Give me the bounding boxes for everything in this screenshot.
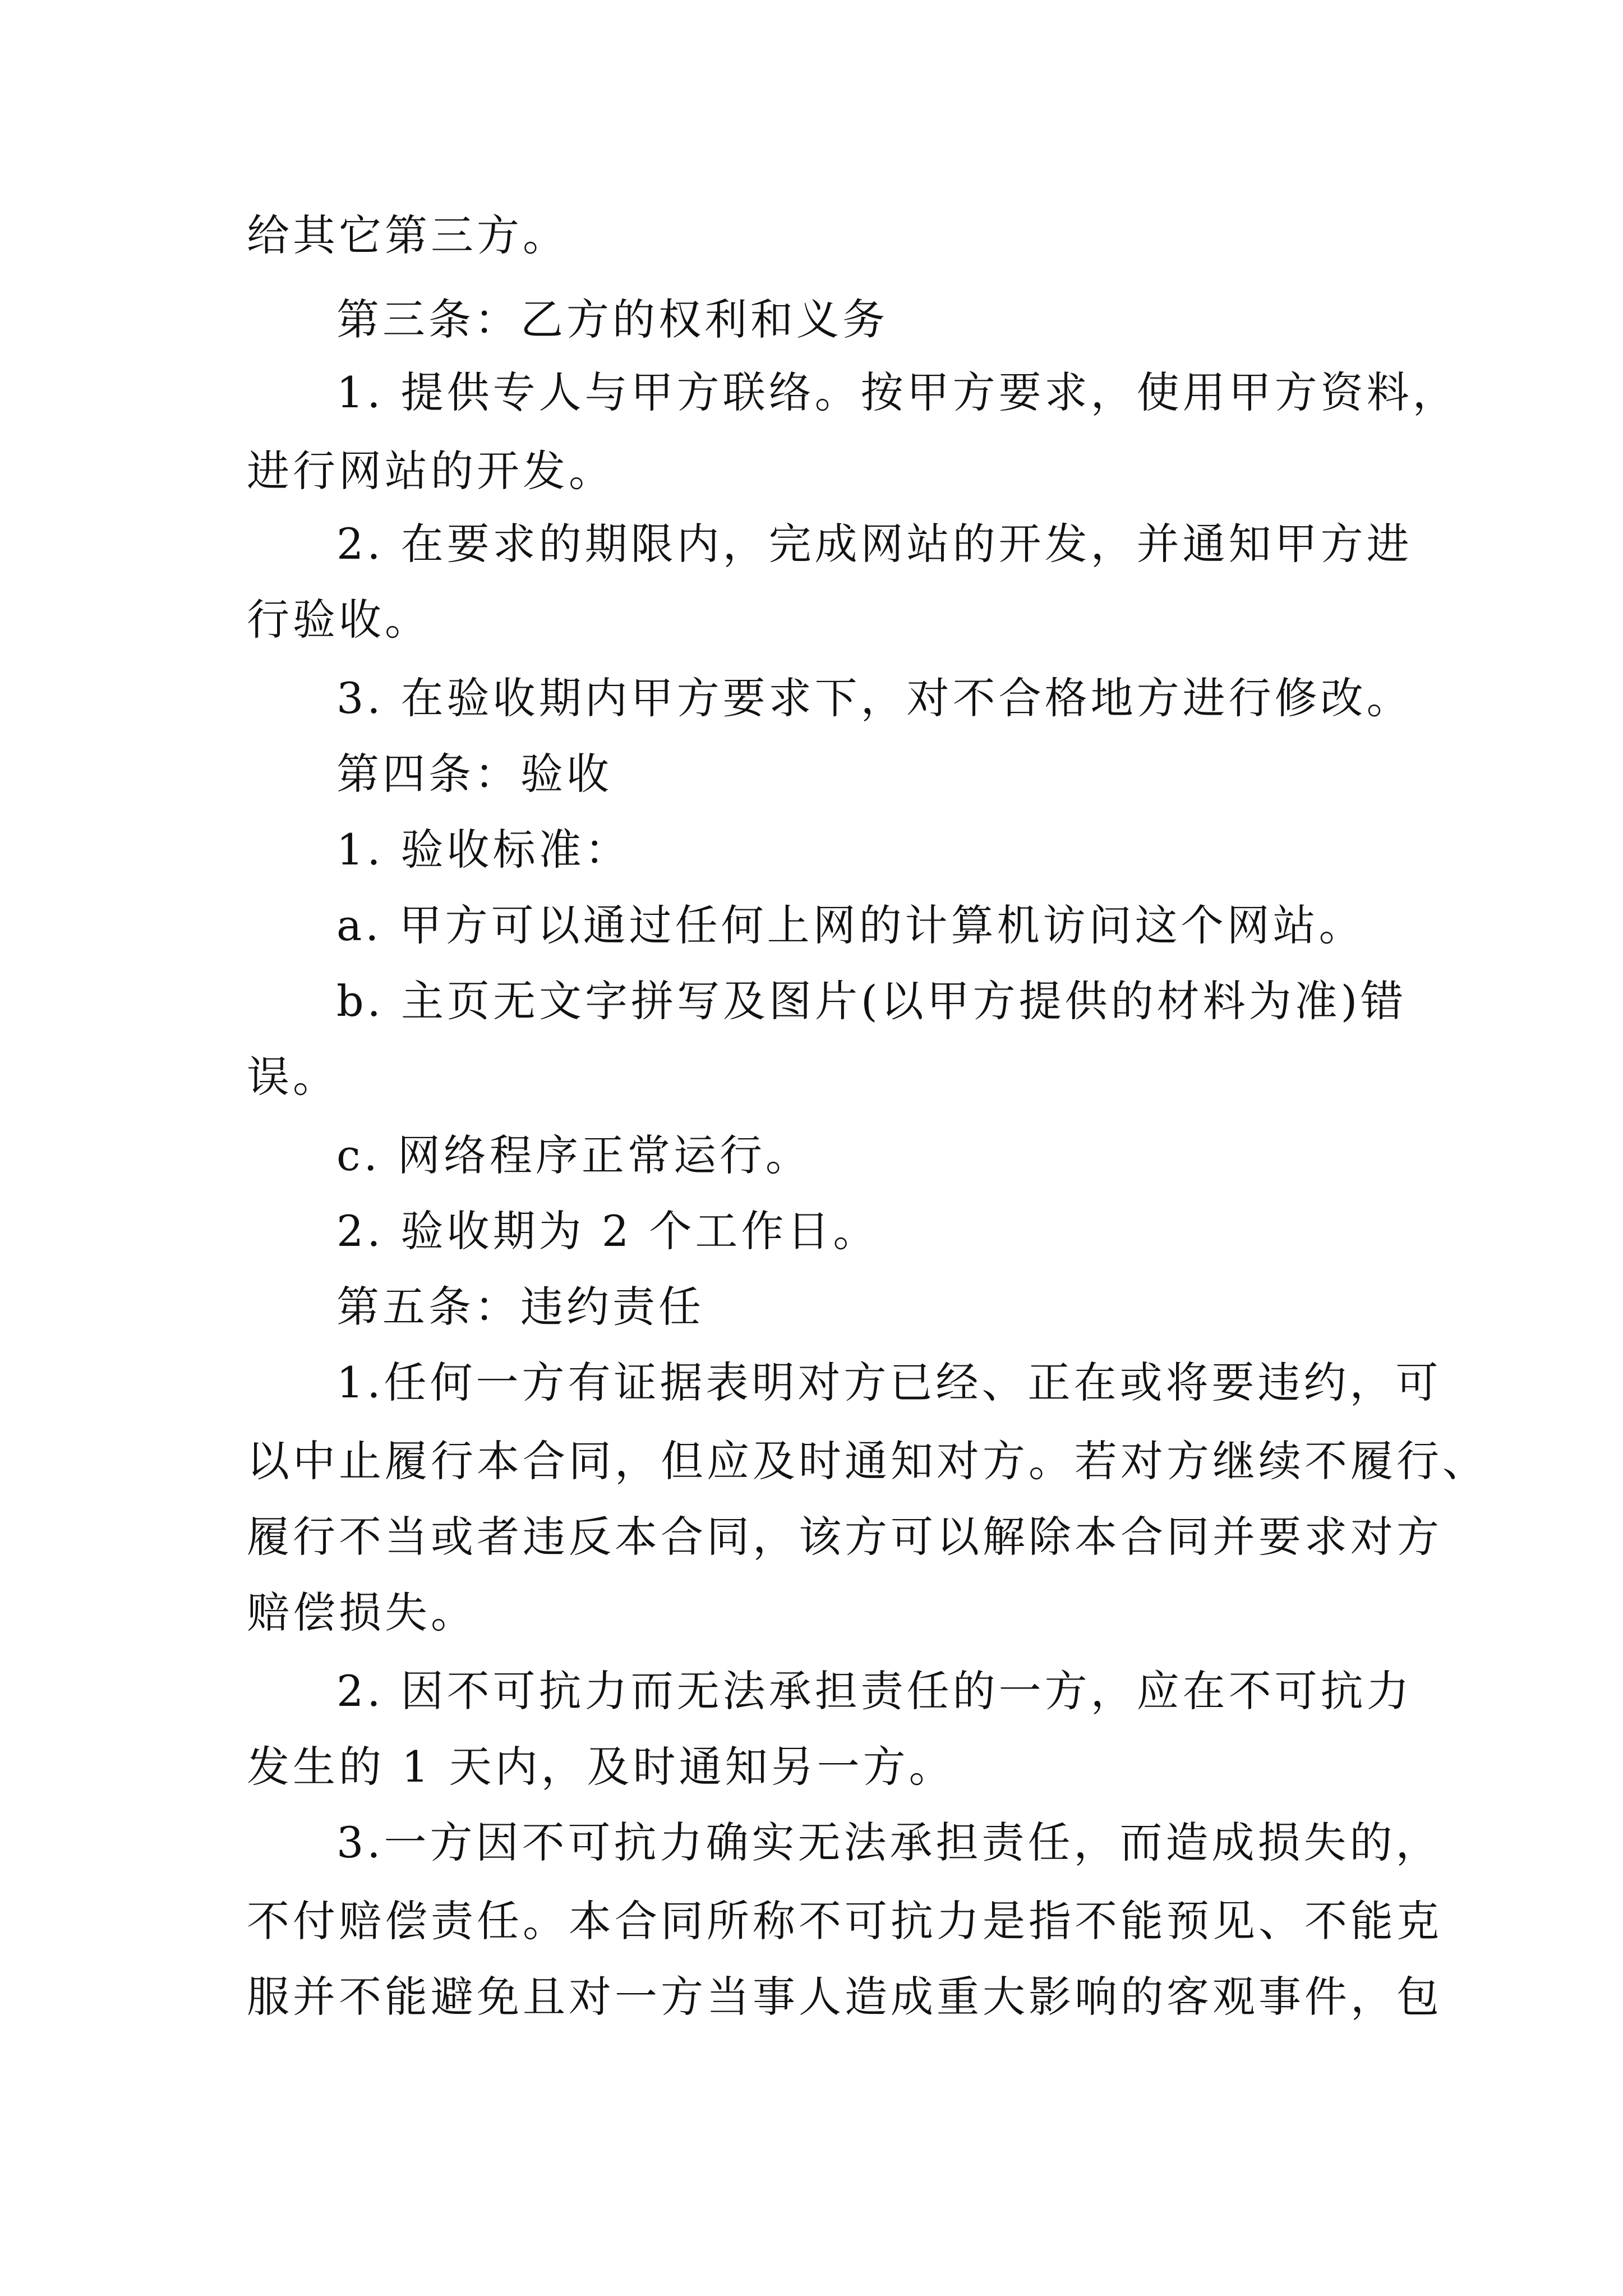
text-line: 2. 在要求的期限内，完成网站的开发，并通知甲方进 xyxy=(336,519,1413,569)
text-line: 不付赔偿责任。本合同所称不可抗力是指不能预见、不能克 xyxy=(247,1896,1442,1946)
text-line: 履行不当或者违反本合同，该方可以解除本合同并要求对方 xyxy=(247,1512,1442,1562)
article-heading: 第三条：乙方的权利和义务 xyxy=(336,295,888,344)
text-line: 3. 在验收期内甲方要求下，对不合格地方进行修改。 xyxy=(336,673,1413,723)
text-line: 服并不能避免且对一方当事人造成重大影响的客观事件，包 xyxy=(247,1972,1442,2022)
text-line: 进行网站的开发。 xyxy=(247,446,615,496)
article-heading: 第五条：违约责任 xyxy=(336,1282,704,1332)
text-line: b. 主页无文字拼写及图片(以甲方提供的材料为准)错 xyxy=(336,976,1407,1026)
text-line: 2. 因不可抗力而无法承担责任的一方，应在不可抗力 xyxy=(336,1666,1413,1716)
text-line: 发生的 1 天内，及时通知另一方。 xyxy=(247,1742,955,1792)
text-line: 赔偿损失。 xyxy=(247,1588,477,1637)
text-line: c. 网络程序正常运行。 xyxy=(336,1130,811,1180)
text-line: 以中止履行本合同，但应及时通知对方。若对方继续不履行、 xyxy=(247,1436,1488,1486)
text-line: 行验收。 xyxy=(247,595,431,645)
text-line: 1. 提供专人与甲方联络。按甲方要求，使用甲方资料， xyxy=(336,367,1459,417)
article-heading: 第四条：验收 xyxy=(336,749,612,799)
text-line: 给其它第三方。 xyxy=(247,210,569,260)
text-line: 1. 验收标准： xyxy=(336,825,631,875)
text-line: 2. 验收期为 2 个工作日。 xyxy=(336,1206,879,1256)
text-line: 3.一方因不可抗力确实无法承担责任，而造成损失的， xyxy=(336,1818,1442,1867)
text-line: 1.任何一方有证据表明对方已经、正在或将要违约，可 xyxy=(336,1358,1442,1407)
text-line: 误。 xyxy=(247,1052,339,1102)
text-line: a. 甲方可以通过任何上网的计算机访问这个网站。 xyxy=(336,900,1365,950)
